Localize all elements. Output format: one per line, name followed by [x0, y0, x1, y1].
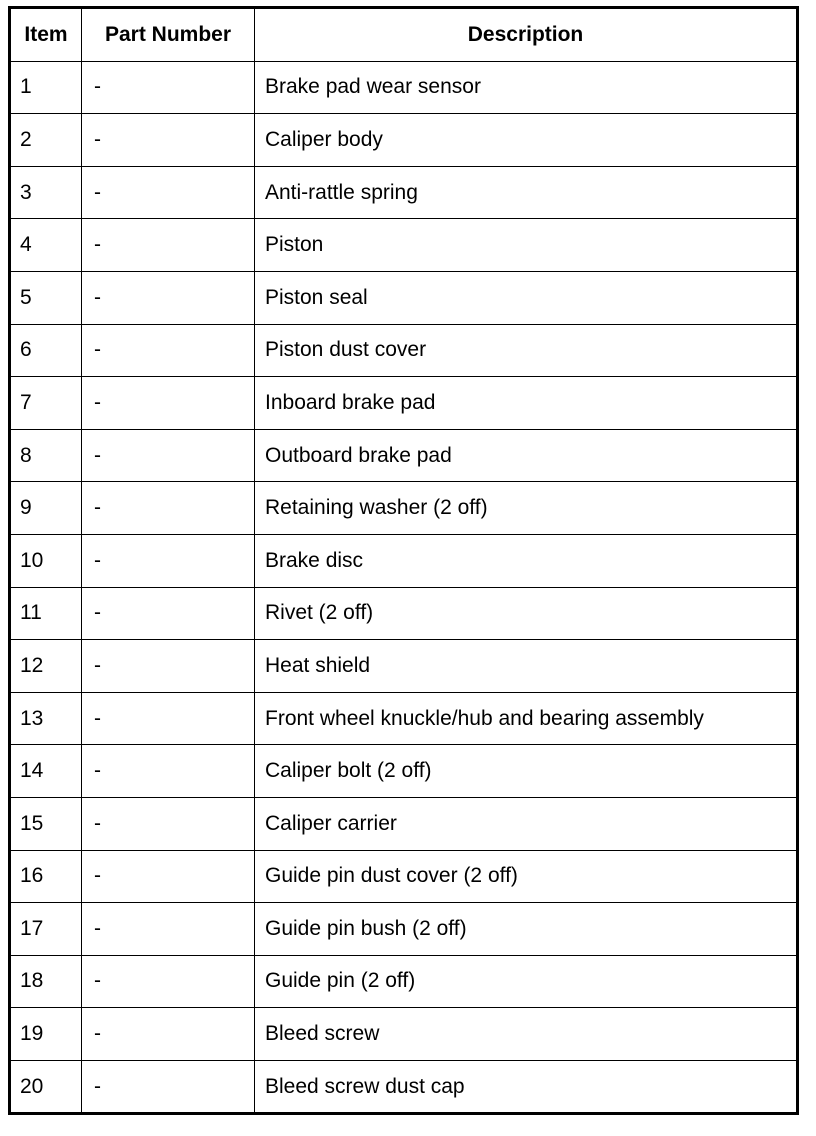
table-row	[10, 692, 798, 745]
part-number-cell: -	[82, 1060, 255, 1114]
item-cell: 18	[10, 955, 82, 1008]
part-number-cell: -	[82, 166, 255, 219]
item-cell: 11	[10, 587, 82, 640]
table-row	[10, 903, 798, 956]
item-cell: 6	[10, 324, 82, 377]
part-number-cell: -	[82, 640, 255, 693]
description-column-header: Description	[255, 8, 798, 62]
table-row	[10, 1008, 798, 1061]
description-cell: Heat shield	[255, 640, 798, 693]
description-cell: Caliper body	[255, 114, 798, 167]
part-number-cell: -	[82, 745, 255, 798]
item-cell: 13	[10, 692, 82, 745]
item-cell: 17	[10, 903, 82, 956]
item-cell: 2	[10, 114, 82, 167]
item-cell: 15	[10, 797, 82, 850]
table-row	[10, 587, 798, 640]
item-cell: 5	[10, 271, 82, 324]
item-cell: 3	[10, 166, 82, 219]
description-cell: Bleed screw	[255, 1008, 798, 1061]
part-number-cell: -	[82, 61, 255, 114]
part-number-cell: -	[82, 587, 255, 640]
item-cell: 12	[10, 640, 82, 693]
item-cell: 20	[10, 1060, 82, 1114]
item-cell: 4	[10, 219, 82, 272]
header-row	[10, 8, 798, 62]
table-row	[10, 271, 798, 324]
table-row	[10, 955, 798, 1008]
item-cell: 14	[10, 745, 82, 798]
part-number-cell: -	[82, 114, 255, 167]
item-cell: 9	[10, 482, 82, 535]
item-column-header: Item	[10, 8, 82, 62]
table-row	[10, 745, 798, 798]
part-number-cell: -	[82, 429, 255, 482]
item-cell: 1	[10, 61, 82, 114]
description-cell: Piston dust cover	[255, 324, 798, 377]
table-row	[10, 640, 798, 693]
item-cell: 10	[10, 534, 82, 587]
part-number-cell: -	[82, 271, 255, 324]
part-number-cell: -	[82, 377, 255, 430]
item-cell: 7	[10, 377, 82, 430]
part-number-cell: -	[82, 692, 255, 745]
description-cell: Caliper carrier	[255, 797, 798, 850]
table-row	[10, 850, 798, 903]
table-row	[10, 61, 798, 114]
description-cell: Guide pin bush (2 off)	[255, 903, 798, 956]
table-row	[10, 114, 798, 167]
item-cell: 16	[10, 850, 82, 903]
part-number-cell: -	[82, 534, 255, 587]
description-cell: Guide pin (2 off)	[255, 955, 798, 1008]
part-number-cell: -	[82, 955, 255, 1008]
table-row	[10, 324, 798, 377]
table-row	[10, 1060, 798, 1114]
part-number-cell: -	[82, 219, 255, 272]
description-cell: Brake disc	[255, 534, 798, 587]
description-cell: Retaining washer (2 off)	[255, 482, 798, 535]
description-cell: Anti-rattle spring	[255, 166, 798, 219]
parts-table	[8, 6, 799, 1115]
table-row	[10, 797, 798, 850]
part-number-cell: -	[82, 1008, 255, 1061]
table-row	[10, 482, 798, 535]
description-cell: Guide pin dust cover (2 off)	[255, 850, 798, 903]
part-number-cell: -	[82, 850, 255, 903]
description-cell: Caliper bolt (2 off)	[255, 745, 798, 798]
description-cell: Rivet (2 off)	[255, 587, 798, 640]
description-cell: Bleed screw dust cap	[255, 1060, 798, 1114]
table-body	[10, 61, 798, 1114]
description-cell: Piston	[255, 219, 798, 272]
description-cell: Piston seal	[255, 271, 798, 324]
description-cell: Front wheel knuckle/hub and bearing assembly	[255, 692, 798, 745]
part-number-cell: -	[82, 797, 255, 850]
part-number-cell: -	[82, 482, 255, 535]
part-number-cell: -	[82, 903, 255, 956]
table-row	[10, 377, 798, 430]
table-row	[10, 219, 798, 272]
description-cell: Brake pad wear sensor	[255, 61, 798, 114]
table-row	[10, 166, 798, 219]
description-cell: Inboard brake pad	[255, 377, 798, 430]
table-row	[10, 429, 798, 482]
part-number-column-header: Part Number	[82, 8, 255, 62]
item-cell: 19	[10, 1008, 82, 1061]
part-number-cell: -	[82, 324, 255, 377]
description-cell: Outboard brake pad	[255, 429, 798, 482]
item-cell: 8	[10, 429, 82, 482]
table-row	[10, 534, 798, 587]
